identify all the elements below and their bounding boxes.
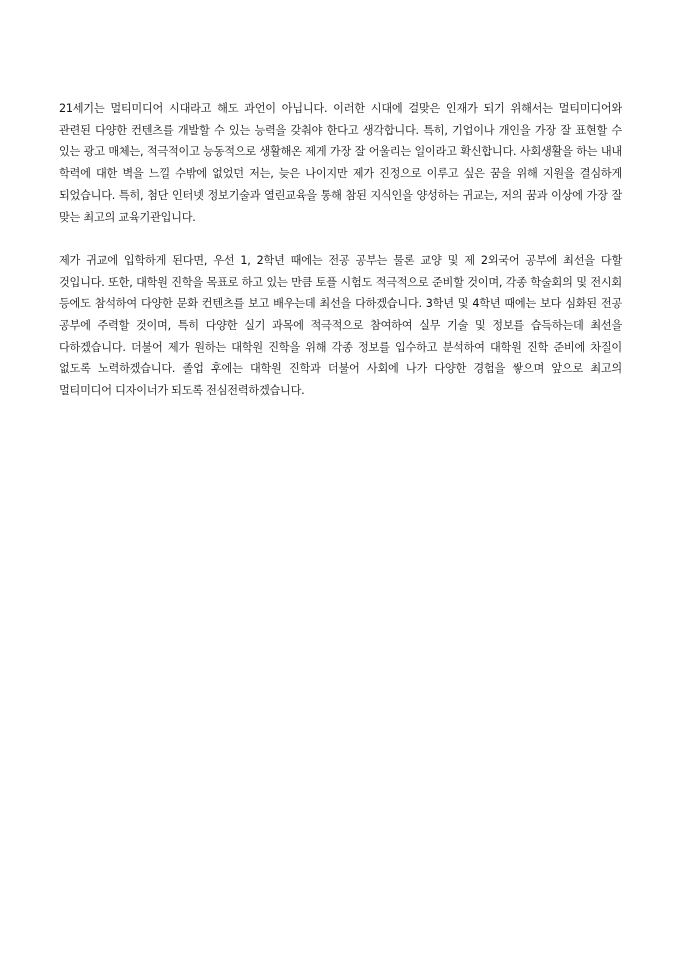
paragraph-study-plan: 제가 귀교에 입학하게 된다면, 우선 1, 2학년 때에는 전공 공부는 물론 교양 및 제 2외국어 공부에 최선을 다할 것입니다. 또한, 대학원 진학을 목표로 하고 있는 만큼 토플 시험도 적극적으로 준비할 것이며, 각종 학술회의 및 전시회 등에도 참석하여 다양한 문화 컨텐츠를 보고 배우는데 최선을 다하겠습니다. 3학년 및 4학년 때에는 보다 심화된 전공 공부에 주력할 것이며, 특히 다양한 실기 과목에 적극적으로 참여하여 실무 기술 및 정보를 습득하는데 최선을 다하겠습니다. 더불어 제가 원하는 대학원 진학을 위해 각종 정보를 입수하고 분석하여 대학원 진학 준비에 차질이 없도록 노력하겠습니다. 졸업 후에는 대학원 진학과 더불어 사회에 나가 다양한 경험을 쌓으며 앞으로 최고의 멀티미디어 디자이너가 되도록 전심전력하겠습니다. bbox=[59, 253, 622, 398]
paragraph-motivation: 21세기는 멀티미디어 시대라고 해도 과언이 아닙니다. 이러한 시대에 걸맞은 인재가 되기 위해서는 멀티미디어와 관련된 다양한 컨텐츠를 개발할 수 있는 능력을 갖춰야 한다고 생각합니다. 특히, 기업이나 개인을 가장 잘 표현할 수 있는 광고 매체는, 적극적이고 능동적으로 생활해온 제게 가장 잘 어울리는 일이라고 확신합니다. 사회생활을 하는 내내 학력에 대한 벽을 느낄 수밖에 없었던 저는, 늦은 나이지만 제가 진정으로 이루고 싶은 꿈을 위해 지원을 결심하게 되었습니다. 특히, 첨단 인터넷 정보기술과 열린교육을 통해 참된 지식인을 양성하는 귀교는, 저의 꿈과 이상에 가장 잘 맞는 최고의 교육기관입니다. bbox=[59, 102, 622, 224]
document-body bbox=[59, 98, 622, 402]
